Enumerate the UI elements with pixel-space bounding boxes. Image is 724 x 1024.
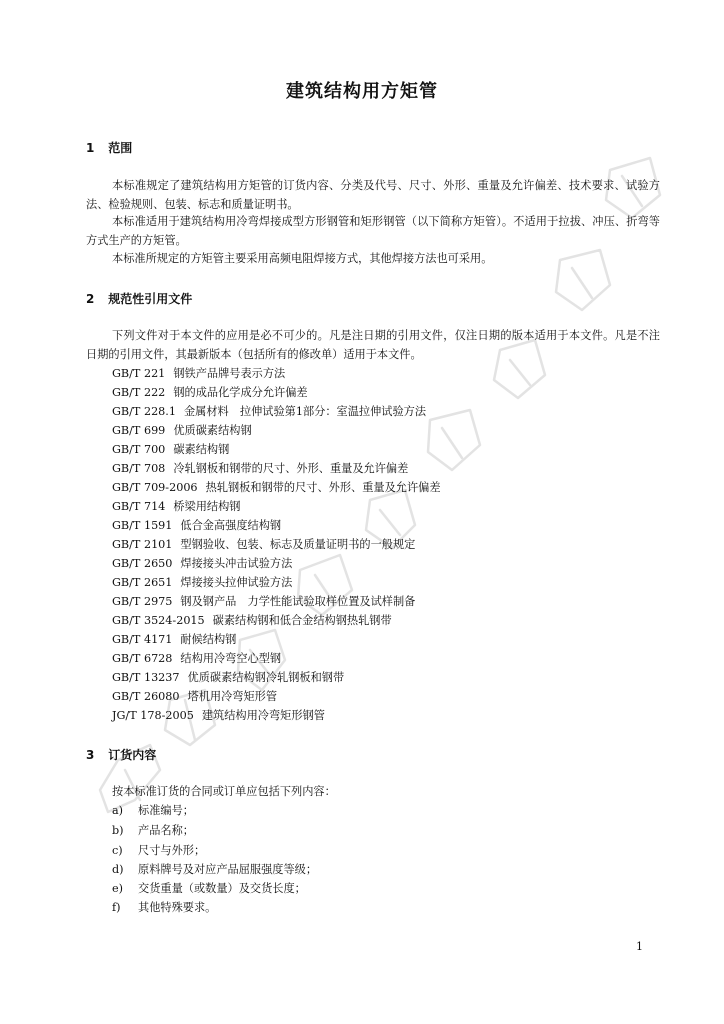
reference-item: GB/T 2651 焊接接头拉伸试验方法 bbox=[112, 576, 293, 589]
reference-item: GB/T 1591 低合金高强度结构钢 bbox=[112, 519, 282, 532]
section-number: 3 bbox=[86, 748, 95, 762]
list-item: d) 原料牌号及对应产品屈服强度等级； bbox=[112, 863, 318, 876]
list-item: f) 其他特殊要求。 bbox=[112, 901, 217, 914]
list-item: a) 标准编号； bbox=[112, 804, 194, 817]
reference-item: GB/T 709-2006 热轧钢板和钢带的尺寸、外形、重量及允许偏差 bbox=[112, 481, 441, 494]
section-heading-scope bbox=[86, 139, 132, 156]
reference-item: GB/T 2101 型钢验收、包装、标志及质量证明书的一般规定 bbox=[112, 538, 416, 551]
reference-item: GB/T 700 碳素结构钢 bbox=[112, 443, 230, 456]
section-title: 规范性引用文件 bbox=[108, 292, 193, 306]
order-content-intro: 按本标准订货的合同或订单应包括下列内容： bbox=[112, 785, 336, 798]
reference-item: GB/T 699 优质碳素结构钢 bbox=[112, 424, 252, 437]
reference-item: GB/T 708 冷轧钢板和钢带的尺寸、外形、重量及允许偏差 bbox=[112, 462, 409, 475]
reference-item: GB/T 221 钢铁产品牌号表示方法 bbox=[112, 367, 286, 380]
reference-item: GB/T 228.1 金属材料 拉伸试验第1部分：室温拉伸试验方法 bbox=[112, 405, 427, 418]
reference-item: GB/T 222 钢的成品化学成分允许偏差 bbox=[112, 386, 308, 399]
reference-item: GB/T 13237 优质碳素结构钢冷轧钢板和钢带 bbox=[112, 671, 345, 684]
list-item: c) 尺寸与外形； bbox=[112, 844, 206, 857]
section-title: 范围 bbox=[108, 141, 133, 155]
page-number: 1 bbox=[636, 940, 643, 953]
section-title: 订货内容 bbox=[108, 748, 157, 762]
reference-item: GB/T 6728 结构用冷弯空心型钢 bbox=[112, 652, 282, 665]
list-item: e) 交货重量（或数量）及交货长度； bbox=[112, 882, 306, 895]
reference-item: GB/T 2650 焊接接头冲击试验方法 bbox=[112, 557, 293, 570]
section-heading-order-content bbox=[86, 746, 156, 763]
document-title: 建筑结构用方矩管 bbox=[286, 81, 438, 102]
reference-item: GB/T 3524-2015 碳素结构钢和低合金结构钢热轧钢带 bbox=[112, 614, 392, 627]
scope-paragraph-2: 本标准适用于建筑结构用冷弯焊接成型方形钢管和矩形钢管（以下简称方矩管）。不适用于拉拔、冲压、折弯等方式生产的方矩管。 bbox=[86, 215, 660, 247]
scope-paragraph-1: 本标准规定了建筑结构用方矩管的订货内容、分类及代号、尺寸、外形、重量及允许偏差、技术要求、试验方法、检验规则、包装、标志和质量证明书。 bbox=[86, 179, 660, 211]
section-heading-normative-references bbox=[86, 290, 192, 307]
section-number: 1 bbox=[86, 141, 95, 155]
references-intro: 下列文件对于本文件的应用是必不可少的。凡是注日期的引用文件，仅注日期的版本适用于本文件。凡是不注日期的引用文件，其最新版本（包括所有的修改单）适用于本文件。 bbox=[86, 329, 660, 361]
section-number: 2 bbox=[86, 292, 95, 306]
list-item: b) 产品名称； bbox=[112, 824, 194, 837]
reference-item: GB/T 714 桥梁用结构钢 bbox=[112, 500, 241, 513]
reference-item: JG/T 178-2005 建筑结构用冷弯矩形钢管 bbox=[112, 709, 325, 722]
reference-item: GB/T 26080 塔机用冷弯矩形管 bbox=[112, 690, 278, 703]
scope-paragraph-3: 本标准所规定的方矩管主要采用高频电阻焊接方式，其他焊接方法也可采用。 bbox=[112, 252, 493, 265]
reference-item: GB/T 4171 耐候结构钢 bbox=[112, 633, 237, 646]
reference-item: GB/T 2975 钢及钢产品 力学性能试验取样位置及试样制备 bbox=[112, 595, 416, 608]
